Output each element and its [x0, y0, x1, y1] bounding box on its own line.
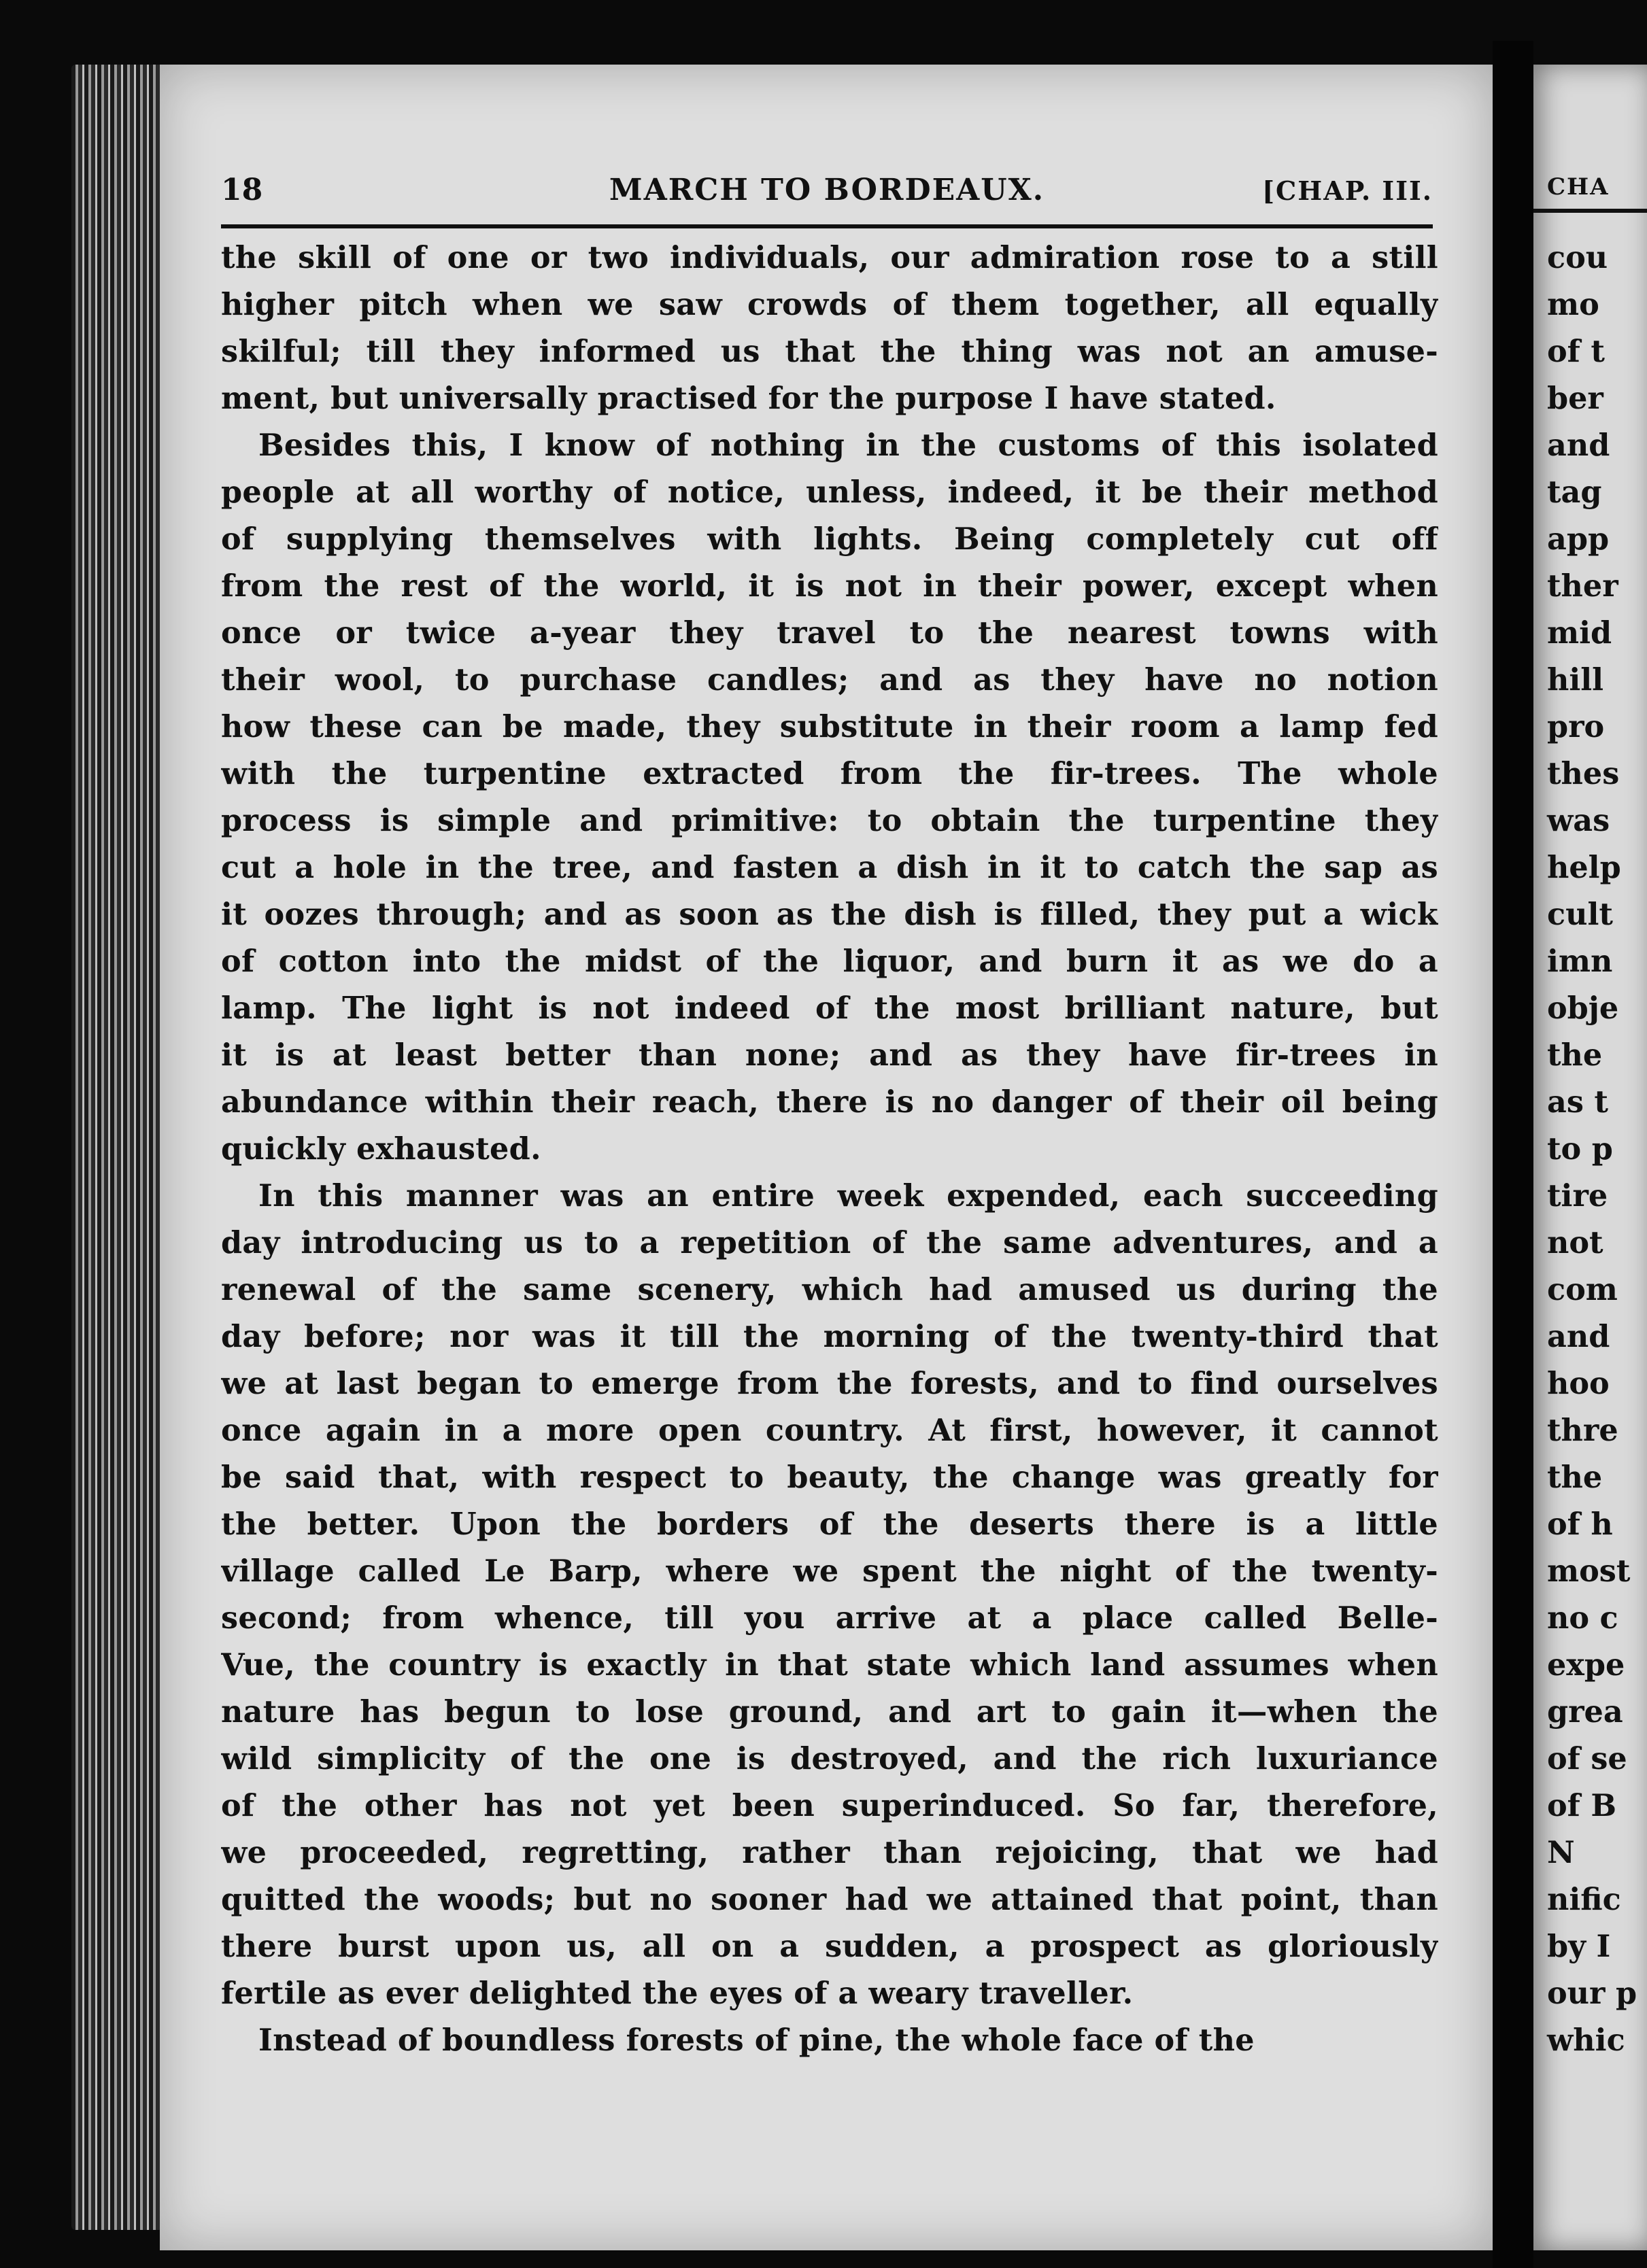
adjacent-text-fragment: to p	[1547, 1131, 1613, 1167]
text-line: it is at least better than none; and as they have fir-trees in	[221, 1037, 1438, 1073]
adjacent-text-fragment: and	[1547, 1319, 1610, 1354]
text-line: we at last began to emerge from the forests, and to find ourselves	[221, 1366, 1438, 1401]
text-line: cut a hole in the tree, and fasten a dish in it to catch the sap as	[221, 850, 1438, 885]
adjacent-text-fragment: as t	[1547, 1084, 1608, 1120]
text-line: quickly exhausted.	[221, 1131, 541, 1167]
text-line: lamp. The light is not indeed of the most brilliant nature, but	[221, 991, 1438, 1026]
running-title: MARCH TO BORDEAUX.	[609, 173, 1045, 207]
text-line: the skill of one or two individuals, our admiration rose to a still	[221, 240, 1438, 275]
adjacent-text-fragment: not	[1547, 1225, 1603, 1260]
adjacent-text-fragment: our p	[1547, 1976, 1637, 2011]
adjacent-text-fragment: most	[1547, 1553, 1631, 1589]
text-line: higher pitch when we saw crowds of them together, all equally	[221, 287, 1438, 322]
adjacent-text-fragment: thre	[1547, 1413, 1618, 1448]
body-text	[221, 235, 1438, 2064]
text-line: village called Le Barp, where we spent the night of the twenty-	[221, 1553, 1438, 1589]
text-line: skilful; till they informed us that the thing was not an amuse-	[221, 334, 1438, 369]
text-line: second; from whence, till you arrive at a place called Belle-	[221, 1600, 1438, 1636]
text-line: Besides this, I know of nothing in the customs of this isolated	[258, 428, 1438, 463]
adjacent-text-fragment: N	[1547, 1835, 1575, 1870]
chapter-reference: [CHAP. III.	[1262, 175, 1433, 206]
adjacent-page-rule	[1533, 209, 1647, 213]
adjacent-text-fragment: ber	[1547, 381, 1603, 416]
adjacent-text-fragment: mid	[1547, 615, 1612, 651]
text-line: quitted the woods; but no sooner had we attained that point, than	[221, 1882, 1438, 1917]
adjacent-text-fragment: of B	[1547, 1788, 1616, 1823]
adjacent-text-fragment: ther	[1547, 568, 1618, 604]
text-line: it oozes through; and as soon as the dish is filled, they put a wick	[221, 897, 1438, 932]
adjacent-text-fragment: imn	[1547, 944, 1613, 979]
book-gutter	[1493, 41, 1533, 2268]
adjacent-text-fragment: expe	[1547, 1647, 1625, 1683]
page-number: 18	[221, 173, 263, 207]
adjacent-text-fragment: by I	[1547, 1929, 1611, 1964]
text-line: day before; nor was it till the morning of the twenty-third that	[221, 1319, 1438, 1354]
adjacent-text-fragment: cult	[1547, 897, 1613, 932]
text-line: the better. Upon the borders of the deserts there is a little	[221, 1507, 1438, 1542]
adjacent-text-fragment: com	[1547, 1272, 1618, 1307]
text-line: from the rest of the world, it is not in their power, except when	[221, 568, 1438, 604]
text-line: their wool, to purchase candles; and as they have no notion	[221, 662, 1438, 698]
adjacent-page-header: CHA	[1547, 173, 1610, 201]
adjacent-page	[1533, 65, 1647, 2250]
text-line: once again in a more open country. At first, however, it cannot	[221, 1413, 1438, 1448]
text-line: be said that, with respect to beauty, the change was greatly for	[221, 1460, 1438, 1495]
book-page-edges	[71, 65, 167, 2230]
adjacent-text-fragment: grea	[1547, 1694, 1623, 1730]
adjacent-text-fragment: obje	[1547, 991, 1619, 1026]
adjacent-text-fragment: nific	[1547, 1882, 1621, 1917]
adjacent-text-fragment: hoo	[1547, 1366, 1610, 1401]
text-line: In this manner was an entire week expended, each succeeding	[258, 1178, 1438, 1214]
adjacent-text-fragment: and	[1547, 428, 1610, 463]
adjacent-text-fragment: app	[1547, 521, 1610, 557]
text-line: wild simplicity of the one is destroyed, and the rich luxuriance	[221, 1741, 1438, 1776]
adjacent-text-fragment: no c	[1547, 1600, 1618, 1636]
adjacent-text-fragment: cou	[1547, 240, 1608, 275]
text-line: with the turpentine extracted from the fir-trees. The whole	[221, 756, 1438, 791]
adjacent-text-fragment: help	[1547, 850, 1621, 885]
adjacent-text-fragment: the	[1547, 1460, 1603, 1495]
adjacent-text-fragment: tire	[1547, 1178, 1608, 1214]
text-line: we proceeded, regretting, rather than rejoicing, that we had	[221, 1835, 1438, 1870]
text-line: people at all worthy of notice, unless, indeed, it be their method	[221, 475, 1438, 510]
text-line: of supplying themselves with lights. Being completely cut off	[221, 521, 1438, 557]
adjacent-text-fragment: mo	[1547, 287, 1599, 322]
adjacent-text-fragment: whic	[1547, 2023, 1625, 2058]
text-line: once or twice a-year they travel to the nearest towns with	[221, 615, 1438, 651]
text-line: there burst upon us, all on a sudden, a prospect as gloriously	[221, 1929, 1438, 1964]
adjacent-text-fragment: of t	[1547, 334, 1605, 369]
text-line: how these can be made, they substitute in their room a lamp fed	[221, 709, 1438, 744]
text-line: renewal of the same scenery, which had amused us during the	[221, 1272, 1438, 1307]
text-line: nature has begun to lose ground, and art to gain it—when the	[221, 1694, 1438, 1730]
text-line: fertile as ever delighted the eyes of a weary traveller.	[221, 1976, 1134, 2011]
text-line: abundance within their reach, there is no danger of their oil being	[221, 1084, 1438, 1120]
adjacent-page-text	[1547, 235, 1637, 2064]
text-line: of cotton into the midst of the liquor, and burn it as we do a	[221, 944, 1438, 979]
adjacent-text-fragment: thes	[1547, 756, 1620, 791]
adjacent-text-fragment: of h	[1547, 1507, 1613, 1542]
text-line: of the other has not yet been superinduced. So far, therefore,	[221, 1788, 1438, 1823]
text-line: process is simple and primitive: to obtain the turpentine they	[221, 803, 1438, 838]
adjacent-text-fragment: of se	[1547, 1741, 1627, 1776]
page-header	[221, 163, 1433, 228]
adjacent-text-fragment: was	[1547, 803, 1610, 838]
adjacent-text-fragment: tag	[1547, 475, 1602, 510]
adjacent-text-fragment: hill	[1547, 662, 1604, 698]
adjacent-text-fragment: the	[1547, 1037, 1603, 1073]
text-line: ment, but universally practised for the purpose I have stated.	[221, 381, 1276, 416]
text-line: Vue, the country is exactly in that state which land assumes when	[221, 1647, 1438, 1683]
adjacent-text-fragment: pro	[1547, 709, 1605, 744]
text-line: day introducing us to a repetition of the same adventures, and a	[221, 1225, 1438, 1260]
text-line: Instead of boundless forests of pine, the whole face of the	[258, 2023, 1255, 2058]
